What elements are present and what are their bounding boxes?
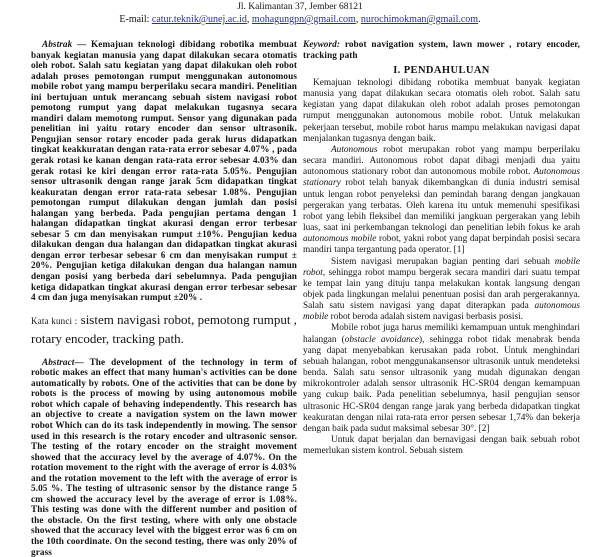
paragraph: Kemajuan teknologi dibidang robotika membuat banyak kegiatan manusia yang dapat dilakukan secara otomatis oleh robot. Salah satu kegiatan yang dapat dilakukan oleh robot adalah proses pemotongan rumput menggunakan autonomous mobile robot. Untuk melakukan pekerjaan tersebut, mobile robot harus mampu melakukan navigasi dapat menjalankan tugasnya dengan baik. (303, 78, 580, 144)
section-heading-pendahuluan: I. PENDAHULUAN (393, 65, 490, 76)
paragraph: Untuk dapat berjalan dan bernavigasi dengan baik sebuah robot memerlukan sistem kontrol. Sebuah sistem (303, 435, 580, 457)
email-link[interactable]: nurochimokman@gmail.com (360, 14, 479, 25)
email-line (0, 14, 600, 26)
email-link[interactable]: catur.teknik@unej.ac.id (151, 14, 247, 25)
email-label: E-mail: (119, 14, 150, 25)
right-column (303, 39, 580, 557)
address-line: Jl. Kalimantan 37, Jember 68121 (237, 2, 363, 12)
keyword-label: Keyword: (303, 39, 341, 49)
abstrak-paragraph (31, 39, 297, 303)
kata-kunci-paragraph (31, 311, 297, 348)
abstract-paragraph (31, 357, 297, 557)
paragraph: Sistem navigasi merupakan bagian penting dari sebuah mobile robot, sehingga robot mampu bergerak secara mandiri dari suatu tempat ke tempat lain yang dituju tanpa melakukan kontak langsung dengan objek pada lingkungan melalui penentuan posisi dan arah pergerakannya. Salah satu sistem navigasi yang dapat diterapkan pada autonomous mobile robot beroda adalah sistem navigasi berbasis posisi. (303, 256, 580, 323)
email-list: catur.teknik@unej.ac.id, mohagungpn@gmail.com, nurochimokman@gmail.com. (151, 14, 481, 25)
abstract-label: Abstract— (42, 356, 84, 367)
kata-kunci-body: sistem navigasi robot, pemotong rumput , rotary encoder, tracking path. (31, 311, 297, 347)
email-link[interactable]: mohagungpn@gmail.com (251, 14, 356, 25)
keyword-paragraph (303, 39, 580, 61)
intro-paragraphs (303, 78, 580, 457)
abstrak-dash: — (72, 39, 92, 49)
left-column (31, 39, 297, 557)
abstract-body: The development of the technology in term of robotic makes an effect that many human's activities can be done automatically by robots. One of the activities that can be done by robots is the process of mowing by using autonomous mobile robot which capale of behaving independently. This research has an objective to create a navigation system on the lawn mower robot Which can do its task independently in mowing. The sensor used in this research is the rotary encoder and ultrasonic sensor. The testing of the rotary encoder on the straight movement showed that the accuracy level by the average of 4.07%. On the rotation movement to the right with the average of error is 4.03% and the rotation movement to the left with the average of error is 5.05 %. The testing of ultrasonic sensor by the distance range 5 cm showed the accuracy level by the average of error is 1.08%. This testing was done with the different number and position of the obstacle. On the first testing, where with only one obstacle showed that the accuracy level with the biggest error was 6 cm on the 10th coordinate. On the second testing, there was only 20% of grass (31, 356, 297, 557)
keyword-body: robot navigation system, lawn mower , rotary encoder, tracking path (303, 39, 580, 60)
two-column-body (31, 39, 580, 557)
abstrak-body: Kemajuan teknologi dibidang robotika membuat banyak kegiatan manusia yang dapat dilakukan secara otomatis oleh robot. Salah satu kegiatan yang dapat dilakukan oleh robot adalah proses pemotongan rumput menggunakan autonomous mobile robot yang mampu berperilaku secara mandiri. Penelitian ini bertujuan untuk merancang sebuah sistem navigasi robot pemotong rumput yang dapat melakukan tugasnya secara mandiri dalam memotong rumput. Sensor yang digunakan pada penelitian ini yaitu rotary encoder dan sensor ultrasonik. Pengujian sensor rotary encoder pada gerak lurus didapatkan tingkat keakkuratan dengan rata-rata error sebesar 4.07% , pada gerak rotasi ke kanan dengan rata-rata error sebesar 4.03% dan gerak rotasi ke kiri dengan error rata-rata 5.05%. Pengujian sensor ultrasonik dengan range jarak 5cm didapatkan tingkat keakuratan dengan error rata-rata sebesar 1.08%. Pengujian pemotongan rumput dilakukan dengan jumlah dan posisi halangan yang berbeda. Pada pengujian pertama dengan 1 halangan didapatkan tingkat akurasi dengan error terbesar sebesar 5 cm dan menyisakan rumput ±10%. Pengujian kedua dilakukan dengan dua halangan dan didapatkan tingkat akurasi dengan error terbesar sebesar 6 cm dan menyisakan rumput ± 20%. Pengujian ketiga dilakukan dengan dua halangan namun dengan posisi yang berbeda dari sebelumnya. Pada pengujian ketiga didapatkan tingkat akurasi dengan error terbesar sebesar 4 cm dan juga menyisakan rumput ±20% . (31, 39, 297, 303)
paragraph: Autonomous robot merupakan robot yang mampu berperilaku secara mandiri. Autonomous robot dapat dibagi menjadi dua yaitu autonomous stationary robot dan autonomous mobile robot. Autonomous stationary robot telah banyak dikembangkan di dunia industri semisal untuk lengan robot penyeleksi dan pemindah barang dengan jangkauan pergerakan yang terbatas. Oleh karena itu untuk memenuhi spesifikasi robot yang lebih fleksibel dan memiliki jangkuan pergerakan yang lebih luas, saat ini perkembangan teknologi dan penelitian lebih fokus ke arah autonomous mobile robot, yakni robot yang dapat berpindah posisi secara mandiri tanpa tergantung pada operator. [1] (303, 144, 580, 256)
abstrak-label: Abstrak (42, 39, 73, 49)
paper-header (0, 0, 600, 26)
paragraph: Mobile robot juga harus memiliki kemampuan untuk menghindari halangan (obstacle avoidance), sehingga robot tidak menabrak benda yang dapat menyebabkan kerusakan pada robot. Untuk menghindari sebuah halangan, robot menggunakansensor ultrasonik untuk mendeteksi benda. Salah satu sensor ultrasonik yang mudah digunakan dengan mikrokontroler adalah sensor ultrasonik HC-SR04 dengan kemampuan yang cukup baik. Pada penelitian sebelumnya, hasil pengujian sensor ultrasonic HC-SR04 dengan range jarak yang berbeda didapatkan tingkat keakuratan dengan nilai rata-rata error persen sebesar 1,74% dan bekerja dengan baik pada sudut maksimal sebesar 30°. [2] (303, 323, 581, 434)
kata-kunci-label: Kata kunci : (31, 315, 78, 326)
